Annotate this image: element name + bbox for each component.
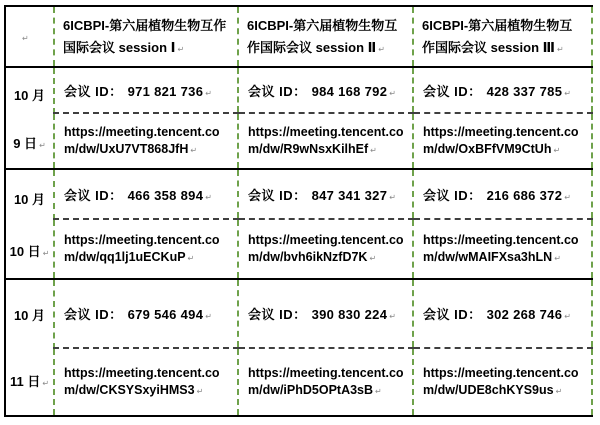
paragraph-return-icon: ↵ [187,254,195,263]
meeting-id-label: 会议 ID： [423,187,482,203]
paragraph-return-icon: ↵ [375,387,382,396]
session-2-title: 6ICBPI-第六届植物生物互作国际会议 session Ⅱ [247,17,398,55]
meeting-id-cell [413,67,592,113]
meeting-url-cell [238,348,413,416]
meeting-url-cell [238,219,413,279]
meeting-id-label: 会议 ID： [64,187,123,203]
paragraph-return-icon: ↵ [564,88,571,98]
meeting-url-cell [413,348,592,416]
meeting-id-label: 会议 ID： [248,187,307,203]
oct11-url-row [5,348,592,416]
meeting-id-cell [54,279,238,348]
paragraph-return-icon: ↵ [389,192,396,202]
meeting-url-cell [54,113,238,169]
meeting-url: https://meeting.tencent.com/dw/qq1lj1uECKuP [64,232,220,264]
paragraph-return-icon: ↵ [190,146,198,155]
paragraph-return-icon: ↵ [553,146,561,155]
meeting-id-cell [238,169,413,219]
oct11-id-row [5,279,592,348]
meeting-id-value: 428 337 785 [486,83,563,99]
oct9-url-row [5,113,592,169]
date-day: 9 日 ↵ [13,135,46,151]
meeting-url-cell [238,113,413,169]
meeting-url: https://meeting.tencent.com/dw/UDE8chKYS9us [423,365,579,397]
meeting-id-label: 会议 ID： [248,307,307,322]
oct10-url-row [5,219,592,279]
meeting-id-label: 会议 ID： [64,83,123,99]
meeting-id-label: 会议 ID： [248,83,307,99]
meeting-url: https://meeting.tencent.com/dw/R9wNsxKilhEf [248,124,404,156]
paragraph-return-icon: ↵ [389,88,396,98]
header-row [5,6,592,67]
session-3-title: 6ICBPI-第六届植物生物互作国际会议 session Ⅲ [422,17,573,55]
meeting-id-value: 302 268 746 [486,307,563,322]
session-2-header [238,6,413,67]
meeting-url: https://meeting.tencent.com/dw/bvh6ikNzfD7K [248,232,404,264]
paragraph-return-icon: ↵ [564,312,571,321]
meeting-id-cell [413,169,592,219]
meeting-id-value: 466 358 894 [127,187,204,203]
meeting-id-value: 847 341 327 [311,187,388,203]
session-3-header [413,6,592,67]
meeting-id-value: 390 830 224 [311,307,388,322]
paragraph-return-icon: ↵ [564,192,571,202]
paragraph-return-icon: ↵ [370,146,377,155]
meeting-url-cell [413,219,592,279]
paragraph-return-icon: ↵ [205,88,212,98]
date-cell-oct9 [5,67,54,169]
meeting-url: https://meeting.tencent.com/dw/CKSYSxyiHMS3 [64,365,220,397]
paragraph-return-icon: ↵ [205,192,212,202]
oct10-id-row [5,169,592,219]
session-1-header [54,6,238,67]
meeting-url-cell [413,113,592,169]
meeting-id-label: 会议 ID： [64,307,123,322]
paragraph-return-icon: ↵ [196,387,204,396]
paragraph-return-icon: ↵ [42,378,50,388]
meeting-url: https://meeting.tencent.com/dw/OxBFfVM9CtUh [423,124,579,156]
paragraph-return-icon: ↵ [369,254,377,263]
date-cell-oct11 [5,279,54,416]
date-month: 10 月 [13,191,46,207]
paragraph-return-icon: ↵ [556,44,564,54]
meeting-url: https://meeting.tencent.com/dw/wMAIFXsa3hLN [423,232,579,264]
date-month: 10 月 [13,87,46,103]
meeting-id-cell [413,279,592,348]
paragraph-return-icon: ↵ [554,254,561,263]
meeting-id-value: 216 686 372 [486,187,563,203]
meeting-id-cell [54,169,238,219]
session-1-title: 6ICBPI-第六届植物生物互作国际会议 session Ⅰ [63,17,227,55]
paragraph-return-icon: ↵ [378,44,385,54]
meeting-schedule-table [4,5,593,417]
corner-cell [5,6,54,67]
paragraph-return-icon: ↵ [42,248,50,258]
paragraph-return-icon: ↵ [205,312,212,321]
meeting-id-label: 会议 ID： [423,83,482,99]
meeting-id-cell [54,67,238,113]
paragraph-return-icon: ↵ [389,312,396,321]
meeting-id-value: 984 168 792 [311,83,388,99]
meeting-id-label: 会议 ID： [423,307,482,322]
meeting-id-cell [238,67,413,113]
paragraph-return-icon: ↵ [22,33,29,43]
date-month: 10 月 [13,308,46,324]
meeting-url-cell [54,219,238,279]
meeting-id-value: 971 821 736 [127,83,204,99]
meeting-url-cell [54,348,238,416]
paragraph-return-icon: ↵ [39,140,46,150]
paragraph-return-icon: ↵ [555,387,563,396]
date-day: 10 日 ↵ [9,243,50,259]
oct9-id-row [5,67,592,113]
meeting-id-cell [238,279,413,348]
meeting-id-value: 679 546 494 [127,307,204,322]
paragraph-return-icon: ↵ [177,44,185,54]
date-day: 11 日 ↵ [9,373,50,389]
meeting-url: https://meeting.tencent.com/dw/UxU7VT868JfH [64,124,220,156]
date-cell-oct10 [5,169,54,279]
meeting-url: https://meeting.tencent.com/dw/iPhD5OPtA3sB [248,365,404,397]
